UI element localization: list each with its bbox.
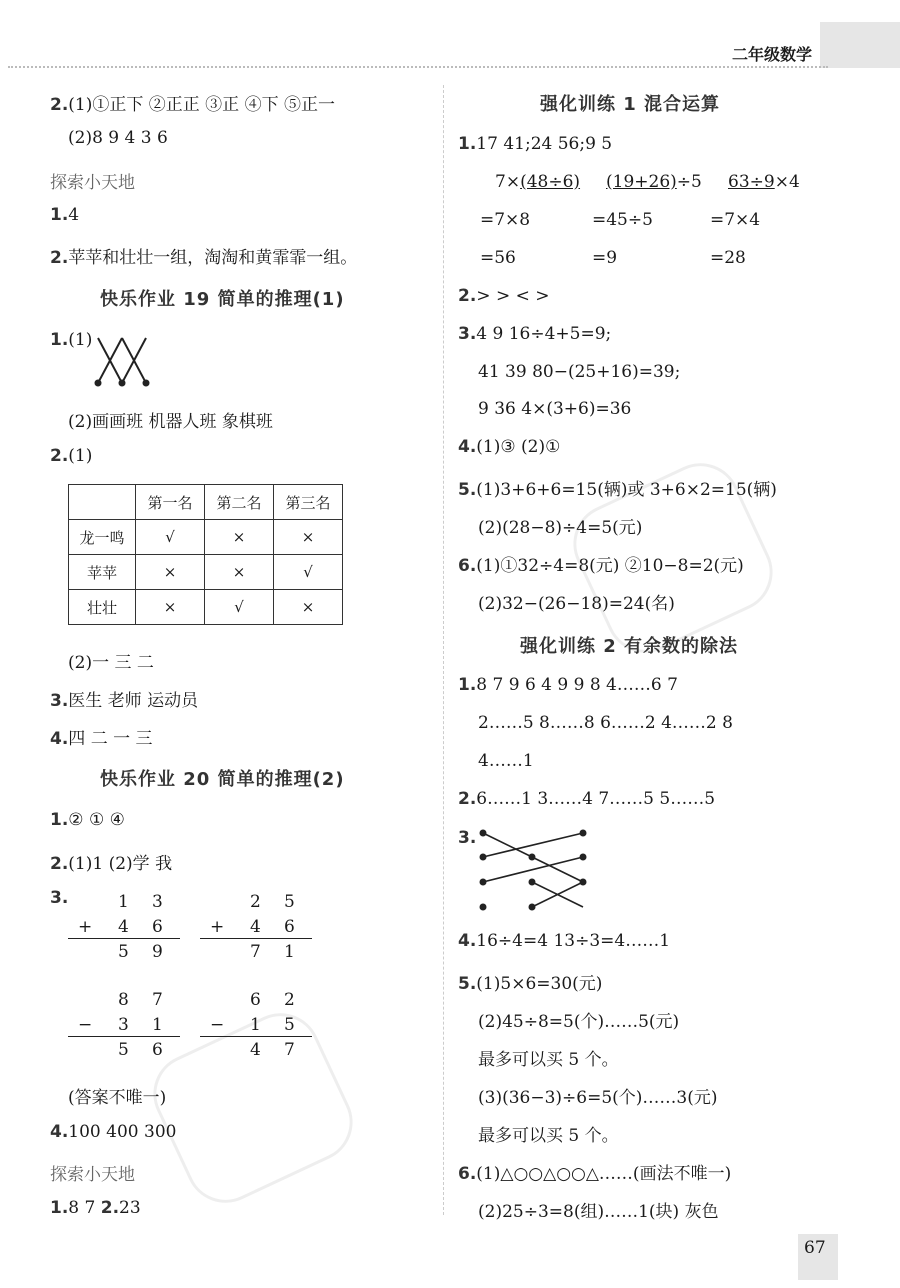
expr-a-line3: =56 — [480, 248, 516, 268]
answer-text: (1) — [68, 446, 93, 466]
calc-digit: 5 — [284, 892, 295, 912]
answer-text: 16÷4=4 13÷3=4……1 — [476, 931, 671, 951]
question-number: 1. — [50, 1198, 69, 1218]
table-cell: √ — [136, 520, 205, 555]
calc-digit: 1 — [284, 942, 295, 962]
column-divider — [443, 85, 444, 1215]
question-number: 1. — [458, 134, 477, 154]
answer-text: 4 9 16÷4+5=9; — [476, 324, 612, 344]
t2-q5 — [458, 969, 602, 994]
calc-digit: 1 — [118, 892, 129, 912]
question-number: 4. — [50, 729, 69, 749]
calc-digit: 5 — [118, 942, 129, 962]
t1-q5-2: (2)(28−8)÷4=5(元) — [478, 518, 643, 538]
table-header-row — [69, 485, 343, 520]
calc-digit: 8 — [118, 990, 129, 1010]
calc-line — [200, 938, 312, 939]
t1-q3-2: 41 39 80−(25+16)=39; — [478, 362, 681, 382]
hw20-q3 — [50, 888, 68, 908]
calc-digit: 6 — [284, 917, 295, 937]
table-row — [69, 520, 343, 555]
answer-text: ② ① ④ — [68, 810, 125, 830]
question-number: 5. — [458, 974, 477, 994]
table-cell: 第一名 — [136, 485, 205, 520]
t2-q5-3: 最多可以买 5 个。 — [478, 1050, 619, 1070]
expr-part: 63÷9 — [728, 172, 775, 192]
answer-text: 6……1 3……4 7……5 5……5 — [476, 789, 716, 809]
expr-part: (19+26) — [606, 172, 677, 192]
calc-digit: 5 — [118, 1040, 129, 1060]
calc-operator: + — [210, 917, 225, 937]
explore-title: 探索小天地 — [50, 1165, 135, 1185]
calc-digit: 4 — [250, 1040, 261, 1060]
question-number: 3. — [458, 828, 477, 848]
table-cell: 苹苹 — [69, 555, 136, 590]
table-cell: 第三名 — [274, 485, 343, 520]
t2-q5-4: (3)(36−3)÷6=5(个)……3(元) — [478, 1088, 718, 1108]
question-number: 1. — [458, 675, 477, 695]
expr-c-line1 — [728, 172, 800, 192]
question-number: 2. — [458, 789, 477, 809]
left-q2-line1 — [50, 90, 335, 115]
answer-text: (1)1 (2)学 我 — [68, 854, 173, 874]
explore2-answers — [50, 1198, 141, 1218]
table-cell: √ — [205, 590, 274, 625]
vertical-calc — [68, 892, 180, 972]
answer-text: 四 二 一 三 — [68, 729, 153, 749]
expr-b-line2: =45÷5 — [592, 210, 653, 230]
question-number: 2. — [50, 95, 69, 115]
answer-text: (1)①32÷4=8(元) ②10−8=2(元) — [476, 556, 744, 576]
matching-lines-diagram — [90, 330, 160, 390]
answer-text: (1)①正下 ②正正 ③正 ④下 ⑤正一 — [68, 95, 335, 115]
calc-digit: 1 — [152, 1015, 163, 1035]
explore-title: 探索小天地 — [50, 173, 135, 193]
table-cell: × — [274, 590, 343, 625]
calc-operator: − — [210, 1015, 225, 1035]
table-cell: × — [205, 555, 274, 590]
question-number: 4. — [458, 437, 477, 457]
question-number: 1. — [50, 205, 69, 225]
question-number: 2. — [458, 286, 477, 306]
matching-dots-diagram — [475, 825, 595, 915]
t2-q1-2: 2……5 8……8 6……2 4……2 8 — [478, 713, 733, 733]
table-cell — [69, 485, 136, 520]
answer-text: 苹苹和壮壮一组，淘淘和黄霏霏一组。 — [68, 248, 358, 268]
t1-q4 — [458, 437, 560, 457]
hw20-q2 — [50, 849, 172, 874]
question-number: 2. — [100, 1198, 120, 1218]
t1-q6-2: (2)32−(26−18)=24(名) — [478, 594, 675, 614]
t2-q4 — [458, 931, 670, 951]
calc-digit: 6 — [152, 917, 163, 937]
hw20-note: (答案不唯一) — [68, 1088, 167, 1108]
expr-b-line3: =9 — [592, 248, 618, 268]
calc-operator: − — [78, 1015, 93, 1035]
table-row — [69, 590, 343, 625]
table-cell: × — [274, 520, 343, 555]
question-number: 2. — [50, 854, 69, 874]
calc-digit: 2 — [250, 892, 261, 912]
calc-digit: 7 — [152, 990, 163, 1010]
calc-digit: 9 — [152, 942, 163, 962]
question-number: 3. — [458, 324, 477, 344]
table-cell: 壮壮 — [69, 590, 136, 625]
t1-q3 — [458, 324, 611, 344]
page-number: 67 — [804, 1238, 826, 1258]
calc-digit: 1 — [250, 1015, 261, 1035]
vertical-calc — [68, 990, 180, 1070]
calc-digit: 3 — [118, 1015, 129, 1035]
answer-text: 医生 老师 运动员 — [68, 691, 199, 711]
expr-a-line1 — [495, 172, 580, 192]
table-cell: × — [136, 590, 205, 625]
calc-line — [68, 938, 180, 939]
answer-text: (1)③ (2)① — [476, 437, 561, 457]
question-number: 2. — [50, 446, 69, 466]
calc-line — [200, 1036, 312, 1037]
expr-part: (48÷6) — [520, 172, 581, 192]
t1-q5 — [458, 475, 777, 500]
calc-digit: 5 — [284, 1015, 295, 1035]
hw19-q1 — [50, 330, 92, 350]
calc-line — [68, 1036, 180, 1037]
vertical-calc — [200, 990, 312, 1070]
t2-q2 — [458, 789, 715, 809]
question-number: 6. — [458, 556, 477, 576]
section-title-hw19: 快乐作业 19 简单的推理(1) — [100, 289, 345, 310]
header-divider — [8, 66, 828, 68]
calc-digit: 3 — [152, 892, 163, 912]
t2-q6 — [458, 1159, 731, 1184]
answer-text: (1)△○○△○○△……(画法不唯一) — [476, 1164, 732, 1184]
question-number: 3. — [50, 691, 69, 711]
expr-b-line1 — [606, 172, 702, 192]
hw19-q2 — [50, 446, 92, 466]
expr-c-line2: =7×4 — [710, 210, 761, 230]
question-number: 4. — [50, 1122, 69, 1142]
table-cell: √ — [274, 555, 343, 590]
answer-text: > > < > — [476, 286, 550, 306]
question-number: 2. — [50, 248, 69, 268]
section-title-hw20: 快乐作业 20 简单的推理(2) — [100, 769, 345, 790]
calc-digit: 6 — [250, 990, 261, 1010]
section-title-t2: 强化训练 2 有余数的除法 — [520, 636, 739, 657]
question-number: 1. — [50, 810, 69, 830]
answer-text: (1)3+6+6=15(辆)或 3+6×2=15(辆) — [476, 480, 777, 500]
question-number: 1. — [50, 330, 69, 350]
question-number: 5. — [458, 480, 477, 500]
vertical-calc — [200, 892, 312, 972]
answer-text: (1) — [68, 330, 93, 350]
calc-digit: 2 — [284, 990, 295, 1010]
table-row — [69, 555, 343, 590]
answer-text: 100 400 300 — [68, 1122, 177, 1142]
answer-text: 8 7 — [68, 1198, 101, 1218]
header-band — [820, 22, 900, 68]
hw19-q2-2: (2)一 三 二 — [68, 653, 154, 673]
question-number: 4. — [458, 931, 477, 951]
t2-q1 — [458, 675, 678, 695]
question-number: 6. — [458, 1164, 477, 1184]
t1-q2 — [458, 286, 550, 306]
expr-c-line3: =28 — [710, 248, 746, 268]
calc-operator: + — [78, 917, 93, 937]
hw20-q1 — [50, 810, 125, 830]
expr-part: ×4 — [774, 172, 800, 192]
t2-q6-2: (2)25÷3=8(组)……1(块) 灰色 — [478, 1202, 719, 1222]
t2-q5-2: (2)45÷8=5(个)……5(元) — [478, 1012, 680, 1032]
section-title-t1: 强化训练 1 混合运算 — [540, 94, 721, 115]
t2-q5-5: 最多可以买 5 个。 — [478, 1126, 619, 1146]
t1-q3-3: 9 36 4×(3+6)=36 — [478, 399, 632, 419]
t2-q3 — [458, 828, 476, 848]
expr-part: ÷5 — [676, 172, 702, 192]
explore-q2 — [50, 243, 357, 268]
ranking-table — [68, 484, 343, 625]
t1-q6 — [458, 551, 744, 576]
table-cell: 第二名 — [205, 485, 274, 520]
expr-a-line2: =7×8 — [480, 210, 531, 230]
left-q2-line2: (2)8 9 4 3 6 — [68, 128, 168, 148]
t1-q1 — [458, 134, 612, 154]
hw19-q1-2: (2)画画班 机器人班 象棋班 — [68, 412, 273, 432]
t2-q1-3: 4……1 — [478, 751, 534, 771]
calc-digit: 6 — [152, 1040, 163, 1060]
hw19-q3 — [50, 686, 198, 711]
answer-text: (1)5×6=30(元) — [476, 974, 603, 994]
header-title: 二年级数学 — [732, 45, 813, 64]
answer-text: 17 41;24 56;9 5 — [476, 134, 613, 154]
calc-digit: 7 — [284, 1040, 295, 1060]
table-cell: × — [136, 555, 205, 590]
expr-part: 7× — [495, 172, 521, 192]
calc-digit: 4 — [118, 917, 129, 937]
hw20-q4 — [50, 1122, 176, 1142]
table-cell: 龙一鸣 — [69, 520, 136, 555]
table-cell: × — [205, 520, 274, 555]
explore-q1 — [50, 205, 79, 225]
answer-text: 23 — [119, 1198, 141, 1218]
answer-text: 8 7 9 6 4 9 9 8 4……6 7 — [476, 675, 678, 695]
question-number: 3. — [50, 888, 69, 908]
calc-digit: 4 — [250, 917, 261, 937]
answer-text: 4 — [68, 205, 80, 225]
hw19-q4 — [50, 724, 153, 749]
calc-digit: 7 — [250, 942, 261, 962]
